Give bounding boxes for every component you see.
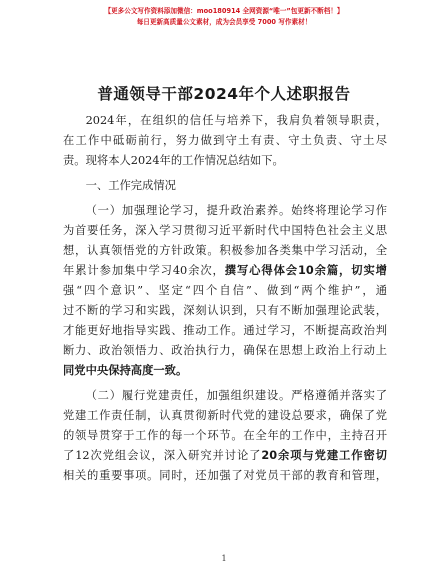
intro-paragraph [63,111,387,171]
bold-text: 撰写心得体会10余篇 [224,264,340,277]
paragraph-party-building [63,386,387,486]
text-segment: 年累计参加集中学习40余次， [63,264,225,277]
text-line: 为首要任务，深入学习贯彻习近平新时代中国特色社会主义思 [63,224,387,237]
page-number: 1 [221,554,227,563]
document-title: 普通领导干部2024年个人述职报告 [97,85,351,103]
bold-text: 20余项与党建工作密切 [261,449,387,462]
bold-text: ，切实增 [339,264,387,277]
text-line [63,446,387,466]
text-line: 的领导贯穿于工作的每一个环节。在全年的工作中，主持召开 [63,429,387,442]
text-line: 过不断的学习和实践，深刻认识到，只有不断加强理论武装， [63,304,387,317]
section-1-heading: 一、工作完成情况 [85,179,176,192]
paragraph-theory-study [63,201,387,381]
text-line: 责。现将本人2024年的工作情况总结如下。 [63,154,284,167]
text-line: 强“四个意识”、坚定“四个自信”、做到“两个维护”，通 [63,284,387,297]
text-line [63,261,387,281]
document-body [63,111,387,486]
text-line: 想，认真领悟党的方针政策。积极参加各类集中学习活动，全 [63,244,387,257]
text-line: 相关的重要事项。同时，还加强了对党员干部的教育和管理， [63,469,387,482]
promo-banner [0,6,448,28]
text-line: （二）履行党建责任，加强组织建设。严格遵循并落实了 [85,389,387,402]
text-line: 同党中央保持高度一致。 [63,364,188,377]
text-line: 才能更好地指导实践、推动工作。通过学习，不断提高政治判 [63,324,387,337]
text-line: （一）加强理论学习，提升政治素养。始终将理论学习作 [85,204,387,217]
text-line: 党建工作责任制，认真贯彻新时代党的建设总要求，确保了党 [63,409,387,422]
promo-line-2: 每日更新高质量公文素材，成为会员享受 7000 写作素材！ [136,18,312,26]
text-line: 断力、政治领悟力、政治执行力，确保在思想上政治上行动上 [63,344,387,357]
text-line: 在工作中砥砺前行，努力做到守土有责、守土负责、守土尽 [63,134,387,147]
section-heading [63,176,387,196]
text-line: 2024年，在组织的信任与培养下，我肩负着领导职责， [85,114,387,127]
promo-line-1: 【更多公文写作资料添加微信：moo180914 全网资源“唯一”包更新不断档！】 [104,7,344,15]
text-segment: 了12次党组会议，深入研究并讨论了 [63,449,262,462]
